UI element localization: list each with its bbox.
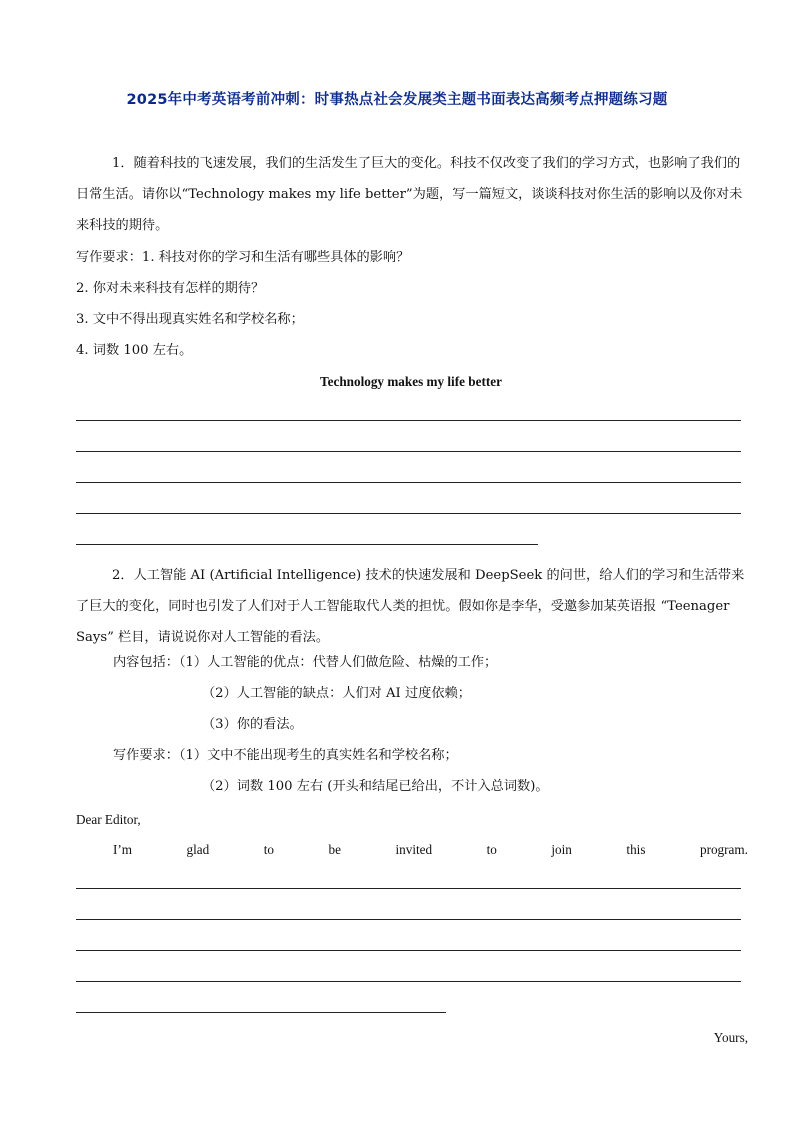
q2-intro: 2．人工智能 AI (Artificial Intelligence) 技术的快速发展和 DeepSeek 的问世，给人们的学习和生活带来了巨大的变化，同时也引发了人们对于人工智能取代人类的担忧。假如你是李华，受邀参加某英语报 “Teenager Says” 栏目，请说说你对人工智能的看法。 xyxy=(76,568,745,645)
opening-word: this xyxy=(626,842,646,857)
answer-line-short[interactable] xyxy=(76,1012,446,1013)
opening-word: to xyxy=(486,842,497,857)
opening-word: glad xyxy=(186,842,210,857)
q2-content-2: （2）人工智能的缺点：人们对 AI 过度依赖； xyxy=(202,686,471,701)
answer-line[interactable] xyxy=(76,888,741,889)
letter-opening-sentence xyxy=(113,842,748,858)
answer-line-short[interactable] xyxy=(76,544,538,545)
q2-requirement-1: 写作要求：（1）文中不能出现考生的真实姓名和学校名称； xyxy=(113,748,458,763)
opening-word: be xyxy=(328,842,341,857)
opening-word: join xyxy=(551,842,572,857)
opening-word: I’m xyxy=(113,842,133,857)
q1-requirement-2: 2. 你对未来科技有怎样的期待？ xyxy=(76,281,265,296)
answer-line[interactable] xyxy=(76,919,741,920)
q2-requirement-2: （2）词数 100 左右 (开头和结尾已给出，不计入总词数)。 xyxy=(202,779,549,794)
opening-word: to xyxy=(263,842,275,857)
answer-line[interactable] xyxy=(76,950,741,951)
opening-word: invited xyxy=(395,842,433,857)
page-title: 2025年中考英语考前冲刺：时事热点社会发展类主题书面表达高频考点押题练习题 xyxy=(126,92,668,108)
answer-line[interactable] xyxy=(76,482,741,483)
answer-line[interactable] xyxy=(76,981,741,982)
answer-line[interactable] xyxy=(76,451,741,452)
q1-requirement-4: 4. 词数 100 左右。 xyxy=(76,343,193,358)
q1-requirement-1: 写作要求：1. 科技对你的学习和生活有哪些具体的影响？ xyxy=(76,250,410,265)
letter-closing: Yours, xyxy=(713,1030,748,1045)
opening-word: program. xyxy=(699,842,748,857)
answer-line[interactable] xyxy=(76,513,741,514)
letter-greeting: Dear Editor, xyxy=(76,812,141,827)
q2-content-1: 内容包括：（1）人工智能的优点：代替人们做危险、枯燥的工作； xyxy=(113,655,498,670)
q1-essay-title: Technology makes my life better xyxy=(320,374,502,389)
q1-requirement-3: 3. 文中不得出现真实姓名和学校名称； xyxy=(76,312,304,327)
q2-content-3: （3）你的看法。 xyxy=(202,717,303,732)
answer-line[interactable] xyxy=(76,420,741,421)
q1-intro: 1．随着科技的飞速发展，我们的生活发生了巨大的变化。科技不仅改变了我们的学习方式，也影响了我们的日常生活。请你以“Technology makes my life better”为题，写一篇短文，谈谈科技对你生活的影响以及你对未来科技的期待。 xyxy=(76,156,743,233)
